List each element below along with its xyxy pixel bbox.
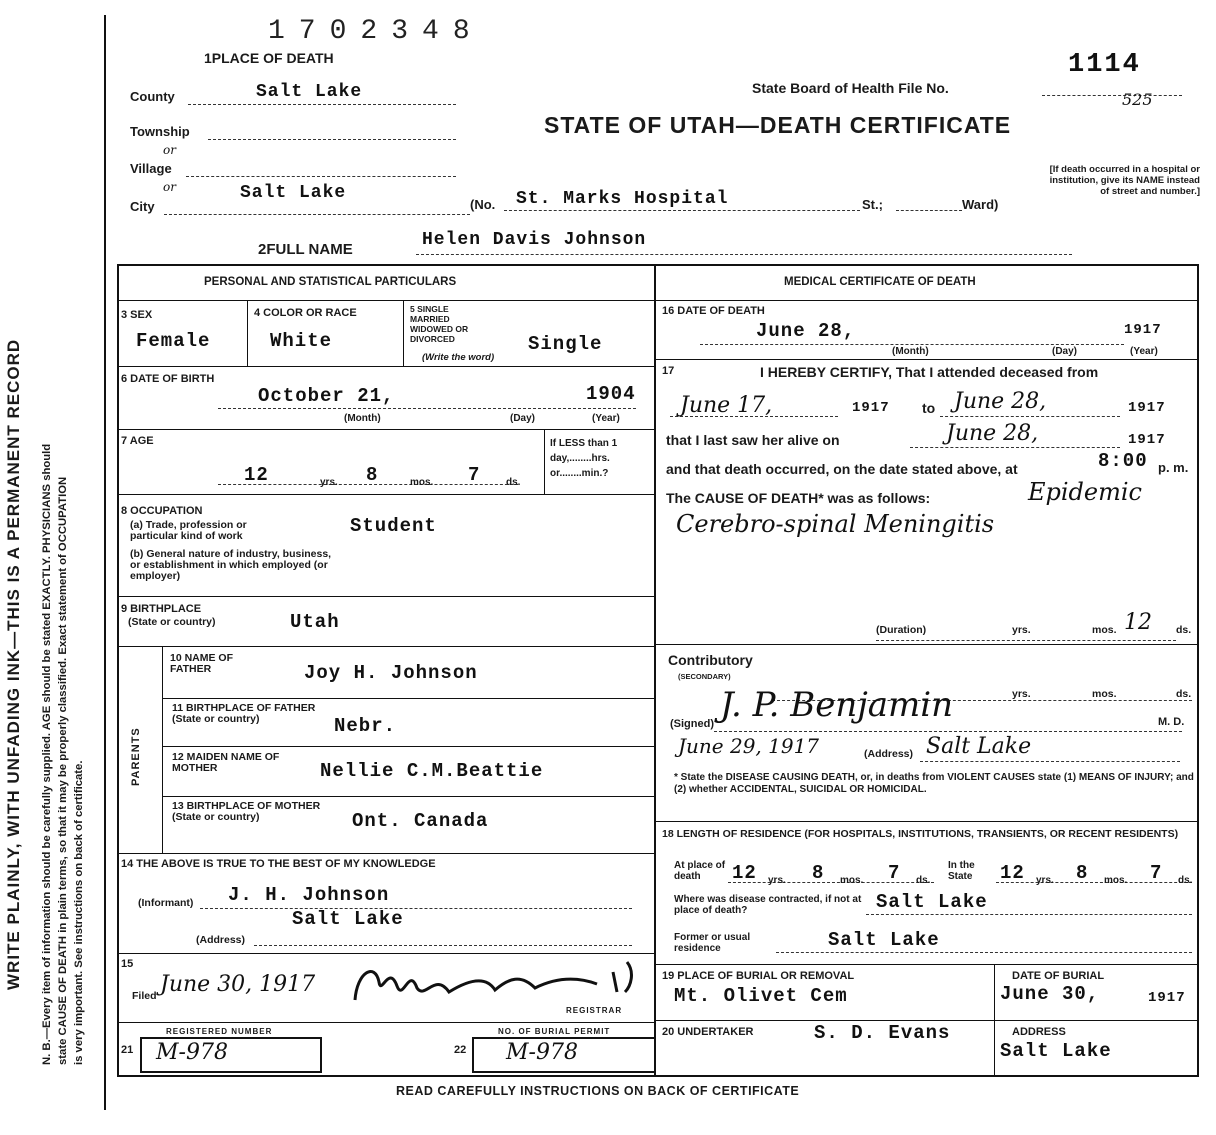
signed-date: June 29, 1917 (678, 734, 820, 758)
former-residence-value: Salt Lake (828, 929, 940, 951)
county-value: Salt Lake (256, 82, 363, 102)
informant-label: (Informant) (138, 897, 194, 909)
res-state-ds-unit: ds. (1178, 875, 1193, 886)
marital-hint: (Write the word) (422, 352, 495, 363)
certificate-title: STATE OF UTAH—DEATH CERTIFICATE (544, 112, 1012, 138)
residence-state-days: 7 (1150, 862, 1163, 884)
mother-birthplace-label: 13 BIRTHPLACE OF MOTHER (State or country) (172, 800, 321, 823)
age-yrs-unit: yrs. (320, 477, 338, 488)
frame-center (654, 264, 656, 1075)
dob-month-caption: (Month) (344, 413, 381, 424)
residence-place-months: 8 (812, 862, 825, 884)
full-name-label: 2FULL NAME (258, 241, 353, 258)
informant-value: J. H. Johnson (228, 884, 390, 906)
filed-label: Filed (132, 990, 157, 1002)
certify-text: I HEREBY CERTIFY, That I attended deceased from (760, 364, 1099, 380)
nb-note-line-1: N. B.—Every item of information should be carefully supplied. AGE should be stated EXACTLY. PHYSICIANS should (41, 443, 53, 1065)
res-state-mos-unit: mos. (1104, 875, 1128, 886)
age-years: 12 (244, 464, 269, 486)
frame-right (1197, 264, 1199, 1077)
true-statement-label: 14 THE ABOVE IS TRUE TO THE BEST OF MY KNOWLEDGE (121, 858, 436, 870)
father-name-value: Joy H. Johnson (304, 662, 478, 684)
medical-heading: MEDICAL CERTIFICATE OF DEATH (784, 276, 976, 288)
cause-label: The CAUSE OF DEATH* was as follows: (666, 490, 931, 506)
physician-signature: J. P. Benjamin (720, 685, 954, 725)
county-label: County (130, 89, 175, 104)
less-than-day-label: If LESS than 1 day,........hrs. or........min.? (550, 438, 618, 479)
dob-day-caption: (Day) (510, 413, 536, 424)
left-margin-rule (104, 15, 106, 1110)
contrib-duration-yrs: yrs. (1012, 688, 1031, 700)
last-saw-text: that I last saw her alive on (666, 432, 840, 448)
certify-number: 17 (662, 365, 675, 377)
res-place-ds-unit: ds. (916, 875, 931, 886)
registered-number-index: 21 (121, 1044, 134, 1056)
date-of-death-month-day: June 28, (756, 320, 856, 342)
burial-permit-label: NO. OF BURIAL PERMIT (498, 1027, 611, 1036)
burial-date-value: June 30, (1000, 983, 1100, 1005)
violent-causes-footnote: * State the DISEASE CAUSING DEATH, or, in deaths from VIOLENT CAUSES state (1) MEANS OF INJURY; and (2) whether ACCIDENTAL, SUICIDAL OR HOMICIDAL. (674, 772, 1194, 795)
burial-permit-index: 22 (454, 1044, 467, 1056)
mother-name-value: Nellie C.M.Beattie (320, 760, 544, 782)
father-birthplace-value: Nebr. (334, 715, 397, 737)
registrar-label: REGISTRAR (566, 1006, 623, 1015)
res-place-yrs-unit: yrs. (768, 875, 786, 886)
full-name-value: Helen Davis Johnson (422, 230, 647, 250)
attended-from: June 17, (680, 393, 773, 418)
city-value: Salt Lake (240, 183, 347, 203)
occupation-label: 8 OCCUPATION (121, 505, 203, 517)
parents-label: PARENTS (130, 727, 142, 786)
last-saw-year: 1917 (1128, 432, 1166, 448)
undertaker-value: S. D. Evans (814, 1022, 951, 1044)
filed-date: June 30, 1917 (160, 972, 316, 997)
death-month-caption: (Month) (892, 346, 929, 357)
contracted-label: Where was disease contracted, if not at place of death? (674, 894, 862, 916)
burial-date-label: DATE OF BURIAL (1012, 970, 1105, 982)
burial-permit-value: M-978 (506, 1040, 578, 1065)
death-day-caption: (Day) (1052, 346, 1078, 357)
dob-month-day: October 21, (258, 385, 395, 407)
duration-ds: ds. (1176, 624, 1192, 636)
signer-address-label: (Address) (864, 748, 914, 760)
dob-year-caption: (Year) (592, 413, 620, 424)
sex-label: 3 SEX (121, 309, 153, 321)
city-label: City (130, 199, 155, 214)
informant-address-value: Salt Lake (292, 908, 404, 930)
frame-top (117, 264, 1199, 266)
registrar-signature (345, 952, 645, 1012)
attended-from-year: 1917 (852, 400, 890, 416)
dob-label: 6 DATE OF BIRTH (121, 373, 215, 385)
occupation-b-label: (b) General nature of industry, business, or establishment in which employed (or employer) (130, 548, 332, 582)
occupation-a-label: (a) Trade, profession or particular kind of work (130, 519, 247, 542)
birthplace-label: 9 BIRTHPLACE (121, 603, 202, 615)
marital-label: 5 SINGLE MARRIED WIDOWED OR DIVORCED (410, 304, 469, 344)
father-name-label: 10 NAME OF FATHER (170, 652, 234, 675)
residence-label: 18 LENGTH OF RESIDENCE (FOR HOSPITALS, INSTITUTIONS, TRANSIENTS, OR RECENT RESIDENTS) (662, 828, 1179, 840)
age-mos-unit: mos. (410, 477, 434, 488)
residence-place-years: 12 (732, 862, 757, 884)
sex-value: Female (136, 330, 211, 352)
former-residence-label: Former or usual residence (674, 932, 751, 954)
last-saw-date: June 28, (946, 421, 1039, 446)
birthplace-value: Utah (290, 611, 340, 633)
contrib-duration-ds: ds. (1176, 688, 1192, 700)
ward-label: Ward) (962, 197, 999, 212)
file-no-label: State Board of Health File No. (752, 80, 949, 96)
file-no-value: 1114 (1068, 50, 1141, 80)
birthplace-sub-label: (State or country) (128, 616, 216, 628)
nb-note-line-3: is very important. See instructions on back of certificate. (73, 760, 85, 1065)
or-1: or (163, 143, 176, 157)
cause-line-1: Epidemic (1028, 478, 1142, 506)
undertaker-address-label: ADDRESS (1012, 1026, 1066, 1038)
filed-number: 15 (121, 958, 134, 970)
contracted-value: Salt Lake (876, 891, 988, 913)
institution-note: [If death occurred in a hospital or institution, give its NAME instead of street and number.] (1049, 164, 1200, 197)
mother-birthplace-value: Ont. Canada (352, 810, 489, 832)
res-state-yrs-unit: yrs. (1036, 875, 1054, 886)
residence-state-months: 8 (1076, 862, 1089, 884)
nb-note-line-2: state CAUSE OF DEATH in plain terms, so that it may be properly classified. Exact statement of OCCUPATION (57, 476, 69, 1065)
in-state-label: In the State (948, 860, 975, 882)
stamp-number: 1702348 (268, 16, 484, 47)
res-place-mos-unit: mos. (840, 875, 864, 886)
frame-bottom (117, 1075, 1199, 1077)
street-value: St. Marks Hospital (516, 189, 729, 209)
color-value: White (270, 330, 333, 352)
or-2: or (163, 180, 176, 194)
duration-yrs: yrs. (1012, 624, 1031, 636)
contrib-duration-mos: mos. (1092, 688, 1117, 700)
color-label: 4 COLOR OR RACE (254, 307, 357, 319)
personal-heading: PERSONAL AND STATISTICAL PARTICULARS (204, 276, 457, 288)
time-of-death: 8:00 (1098, 450, 1148, 472)
cause-line-2: Cerebro-spinal Meningitis (676, 510, 995, 538)
md-label: M. D. (1158, 716, 1185, 728)
time-unit: p. m. (1158, 460, 1189, 475)
age-label: 7 AGE (121, 435, 154, 447)
age-ds-unit: ds. (506, 477, 521, 488)
duration-mos: mos. (1092, 624, 1117, 636)
registered-number-label: REGISTERED NUMBER (166, 1027, 273, 1036)
to-label: to (922, 400, 936, 416)
residence-state-years: 12 (1000, 862, 1025, 884)
street-no-label: (No. (470, 197, 496, 212)
occupation-value: Student (350, 515, 437, 537)
marital-value: Single (528, 333, 603, 355)
father-birthplace-label: 11 BIRTHPLACE OF FATHER (State or country) (172, 702, 316, 725)
burial-year-value: 1917 (1148, 990, 1186, 1006)
residence-place-days: 7 (888, 862, 901, 884)
date-of-death-label: 16 DATE OF DEATH (662, 305, 765, 317)
instructions-footer: READ CAREFULLY INSTRUCTIONS ON BACK OF CERTIFICATE (396, 1084, 800, 1098)
attended-to: June 28, (954, 389, 1047, 414)
file-no-sub: 525 (1122, 90, 1153, 109)
age-months: 8 (366, 464, 379, 486)
mother-name-label: 12 MAIDEN NAME OF MOTHER (172, 751, 280, 774)
dob-year: 1904 (586, 383, 636, 405)
at-place-label: At place of death (674, 860, 726, 882)
date-of-death-year: 1917 (1124, 322, 1162, 338)
frame-left (117, 264, 119, 1077)
village-label: Village (130, 161, 172, 176)
signer-address: Salt Lake (926, 734, 1032, 759)
duration-label: (Duration) (876, 624, 927, 636)
attended-to-year: 1917 (1128, 400, 1166, 416)
duration-months-value: 12 (1124, 610, 1152, 635)
place-of-death-label: 1PLACE OF DEATH (204, 50, 334, 66)
secondary-label: (SECONDARY) (678, 672, 731, 681)
st-label: St.; (862, 197, 883, 212)
death-year-caption: (Year) (1130, 346, 1158, 357)
registered-number-value: M-978 (156, 1040, 228, 1065)
undertaker-label: 20 UNDERTAKER (662, 1026, 754, 1038)
burial-place-value: Mt. Olivet Cem (674, 985, 848, 1007)
burial-place-label: 19 PLACE OF BURIAL OR REMOVAL (662, 970, 855, 982)
occurred-text: and that death occurred, on the date stated above, at (666, 461, 1018, 477)
contributory-label: Contributory (668, 652, 753, 668)
township-label: Township (130, 124, 190, 139)
permanent-record-notice: WRITE PLAINLY, WITH UNFADING INK—THIS IS A PERMANENT RECORD (4, 338, 23, 990)
signed-label: (Signed) (670, 718, 714, 730)
age-days: 7 (468, 464, 481, 486)
informant-address-label: (Address) (196, 934, 246, 946)
undertaker-address-value: Salt Lake (1000, 1040, 1112, 1062)
